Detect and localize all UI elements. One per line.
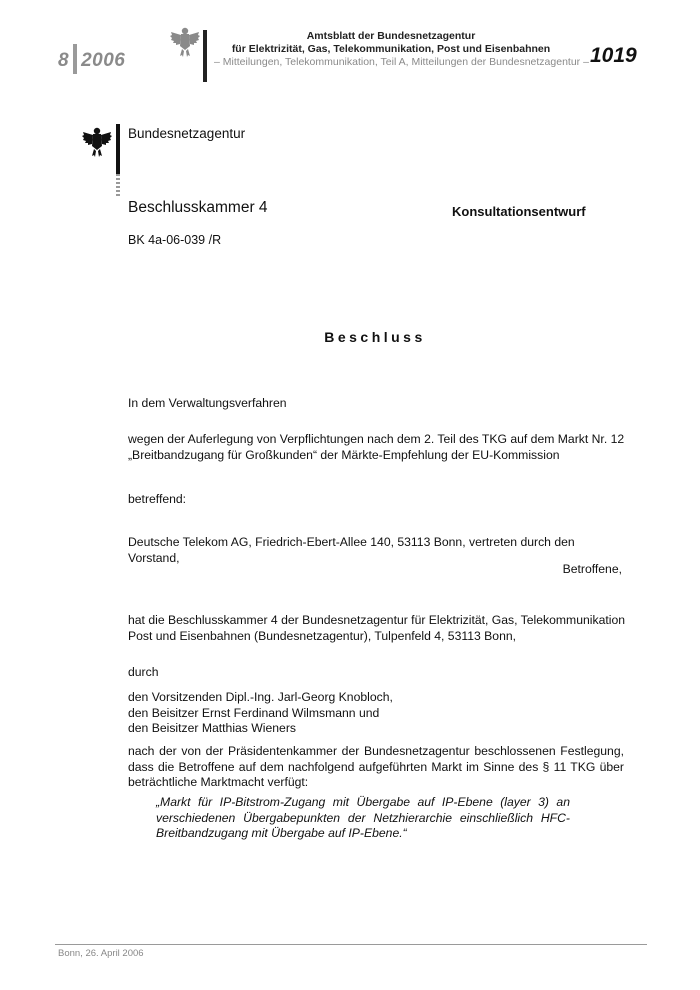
- member-item: den Beisitzer Ernst Ferdinand Wilmsmann und: [128, 705, 380, 720]
- page-number: 1019: [590, 44, 637, 67]
- federal-eagle-icon: [82, 126, 112, 163]
- footer-divider: [55, 944, 647, 945]
- gazette-title-line2: für Elektrizität, Gas, Telekommunikation, Post und Eisenbahnen: [231, 43, 551, 55]
- market-definition-quote: „Markt für IP-Bitstrom-Zugang mit Übergabe auf IP-Ebene (layer 3) an verschiedenen Übergabepunkten der Netzhierarchie einschließlich HFC-Breitbandzugang mit Übergabe auf IP-Ebene.“: [156, 795, 570, 840]
- finding-paragraph: nach der von der Präsidentenkammer der Bundesnetzagentur beschlossenen Festlegung, dass die Betroffene auf dem nachfolgend aufgeführten Markt im Sinne des § 11 TKG über beträchtliche Marktmacht verfügt:: [128, 744, 624, 789]
- gazette-title-line1: Amtsblatt der Bundesnetzagentur: [306, 30, 476, 42]
- party-role: Betroffene,: [562, 562, 622, 576]
- issue-year: 2006: [81, 50, 126, 71]
- issue-label: [58, 44, 125, 74]
- header-divider: [203, 30, 207, 82]
- gazette-subtitle: – Mitteilungen, Telekommunikation, Teil A, Mitteilungen der Bundesnetzagentur –: [214, 56, 589, 68]
- file-number: BK 4a-06-039 /R: [128, 233, 222, 247]
- members-list: [128, 690, 618, 737]
- agency-name: Bundesnetzagentur: [128, 126, 246, 141]
- by-label: durch: [128, 665, 159, 679]
- subject-line1: wegen der Auferlegung von Verpflichtungen nach dem 2. Teil des TKG auf dem Markt Nr. 12: [128, 432, 625, 446]
- subject-paragraph: [128, 432, 628, 463]
- federal-eagle-icon: [170, 26, 200, 63]
- document-title: Beschluss: [324, 329, 426, 345]
- intro-text: In dem Verwaltungsverfahren: [128, 396, 287, 410]
- member-item: den Beisitzer Matthias Wieners: [128, 721, 296, 735]
- issue-number: 8: [58, 50, 70, 71]
- footer-place-date: Bonn, 26. April 2006: [58, 948, 144, 959]
- authority-paragraph: [128, 613, 628, 644]
- chamber-name: Beschlusskammer 4: [128, 199, 268, 216]
- member-item: den Vorsitzenden Dipl.-Ing. Jarl-Georg Knobloch,: [128, 690, 393, 704]
- letterhead-divider: [116, 124, 120, 174]
- draft-label: Konsultationsentwurf: [452, 204, 586, 219]
- party-text: Deutsche Telekom AG, Friedrich-Ebert-Allee 140, 53113 Bonn, vertreten durch den Vorstand,: [128, 535, 575, 565]
- authority-line2: Post und Eisenbahnen (Bundesnetzagentur), Tulpenfeld 4, 53113 Bonn,: [128, 628, 517, 643]
- subject-line2: „Breitbandzugang für Großkunden“ der Märkte-Empfehlung der EU-Kommission: [128, 447, 560, 462]
- concerning-label: betreffend:: [128, 492, 187, 506]
- authority-line1: hat die Beschlusskammer 4 der Bundesnetzagentur für Elektrizität, Gas, Telekommunikation: [128, 613, 625, 627]
- gazette-title: [216, 30, 566, 56]
- letterhead-divider-shade: [116, 174, 120, 196]
- issue-divider: [73, 44, 77, 74]
